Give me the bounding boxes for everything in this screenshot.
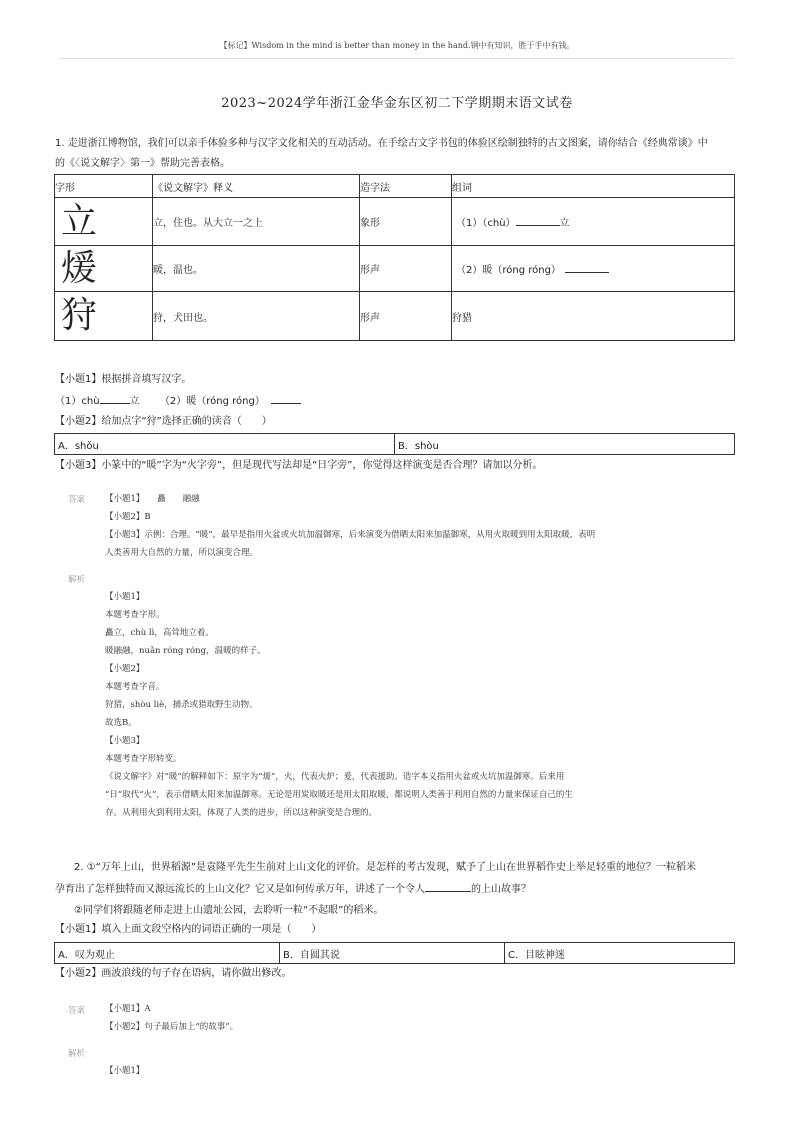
header-motto: 【标记】Wisdom in the mind is better than money in the hand.钢中有知识，胜于手中有钱。	[219, 41, 575, 50]
analysis-line: 本题考查字形。	[105, 610, 165, 620]
answer-line: 【小题1】 矗 融融	[105, 494, 200, 504]
vocab-table	[54, 174, 735, 341]
answer-label: 答案	[68, 1006, 86, 1016]
analysis-line: 【小题2】	[105, 664, 145, 674]
page-title: 2023~2024学年浙江金华金东区初二下学期期末语文试卷	[221, 96, 573, 111]
answer-line: 【小题2】B	[105, 512, 151, 522]
option-b[interactable]: B．自圆其说	[280, 943, 505, 964]
answer-blank	[565, 272, 609, 273]
word-suffix: 立	[559, 218, 570, 229]
method-cell: 形声	[360, 246, 452, 292]
col-header-glyph: 字形	[55, 175, 153, 198]
meaning-cell: 立，住也。从大立一之上	[153, 198, 360, 246]
q2-line1: 2. ①“万年上山，世界稻源”是袁隆平先生生前对上山文化的评价。是怎样的考古发现，赋予了上山在世界稻作史上举足轻重的地位？一粒稻米	[74, 862, 697, 873]
table-row	[55, 246, 735, 292]
q1-intro-line2: 的《〈说文解字〉第一》帮助完善表格。	[55, 158, 230, 169]
q2-answer-block	[105, 1000, 745, 1036]
q1-options-table	[54, 433, 735, 455]
analysis-line: 暖融融，nuǎn róng róng，温暖的样子。	[105, 646, 266, 656]
seal-glyph-nuan: 煖	[55, 246, 153, 292]
answer-blank	[425, 891, 471, 892]
option-b[interactable]: B．shòu	[395, 434, 735, 455]
method-cell: 形声	[360, 292, 452, 341]
answer-line: 【小题3】示例：合理。“暖”，最早是指用火盆或火坑加温御寒，后来演变为借晒太阳来加温御寒，从用火取暖到用太阳取暖，表明	[105, 530, 596, 540]
q2-sub2: 【小题2】画波浪线的句子存在语病，请你做出修改。	[55, 968, 292, 979]
table-row	[55, 292, 735, 341]
q1-sub1-blanks	[55, 395, 740, 409]
answer-blank	[100, 403, 130, 404]
word-prefix: （2）暖（róng róng）	[456, 265, 561, 276]
header-divider	[60, 58, 734, 59]
answer-blank	[271, 403, 301, 404]
analysis-line: 狩猎，shòu liè，捕杀或猎取野生动物。	[105, 700, 258, 710]
analysis-line: 故选B。	[105, 718, 137, 728]
word-prefix: （1）（chù）	[456, 218, 516, 229]
meaning-cell: 狩，犬田也。	[153, 292, 360, 341]
word-cell	[452, 198, 735, 246]
seal-glyph-shou: 狩	[55, 292, 153, 341]
analysis-line: 《说文解字》对“暖”的解释如下：原字为“煖”，火，代表火炉；爰，代表援助。造字本义指用火盆或火坑加温御寒。后来用	[105, 772, 565, 782]
analysis-line: 【小题1】	[105, 592, 145, 602]
q2-line2-prefix: 孕育出了怎样独特而又源远流长的上山文化？它又是如何传承万年，讲述了一个令人	[55, 884, 425, 895]
method-cell: 象形	[360, 198, 452, 246]
answer-line: 【小题1】A	[105, 1004, 151, 1014]
blank-a-prefix: （1）chù	[55, 396, 100, 407]
q2-line3: ②同学们将跟随老师走进上山遗址公园，去聆听一粒“不起眼”的稻米。	[74, 905, 384, 916]
q1-answer-block	[105, 490, 745, 562]
q2-line2-suffix: 的上山故事？	[471, 884, 531, 895]
col-header-meaning: 《说文解字》释义	[153, 175, 360, 198]
analysis-line: 本题考查字形转变。	[105, 754, 182, 764]
q2-sub1: 【小题1】填入上面文段空格内的词语正确的一项是（ ）	[55, 924, 322, 935]
blank-a-suffix: 立	[129, 396, 140, 407]
q1-sub2: 【小题2】给加点字“狩”选择正确的读音（ ）	[55, 416, 272, 427]
table-row	[55, 198, 735, 246]
analysis-line: 本题考查字音。	[105, 682, 165, 692]
analysis-line: 存。从利用火到利用太阳，体现了人类的进步，所以这种演变是合理的。	[105, 808, 378, 818]
q2-options-table	[54, 942, 735, 964]
col-header-words: 组词	[452, 175, 735, 198]
col-header-method: 造字法	[360, 175, 452, 198]
answer-line: 人类善用大自然的力量，所以演变合理。	[105, 548, 259, 558]
word-cell: 狩猎	[452, 292, 735, 341]
analysis-line: 【小题1】	[105, 1066, 145, 1076]
analysis-label: 解析	[68, 1049, 86, 1059]
blank-b-prefix: （2）暖（róng róng）	[159, 396, 265, 407]
seal-glyph-li: 立	[55, 198, 153, 246]
q1-intro-line1: 1. 走进浙江博物馆，我们可以亲手体验多种与汉字文化相关的互动活动。在手绘古文字书包的体验区绘制独特的古文图案，请你结合《经典常谈》中	[55, 138, 708, 149]
answer-label: 答案	[68, 495, 86, 505]
answer-line: 【小题2】句子最后加上“的故事”。	[105, 1022, 239, 1032]
q2-analysis-block	[105, 1062, 745, 1080]
q1-sub3: 【小题3】小篆中的“暖”字为“火字旁”，但是现代写法却是“日字旁”，你觉得这样演变是否合理？请加以分析。	[55, 460, 543, 471]
analysis-line: 【小题3】	[105, 736, 145, 746]
option-a[interactable]: A．shǒu	[55, 434, 395, 455]
word-cell	[452, 246, 735, 292]
answer-blank	[516, 225, 560, 226]
option-a[interactable]: A．叹为观止	[55, 943, 280, 964]
q1-sub1: 【小题1】根据拼音填写汉字。	[55, 374, 192, 385]
analysis-label: 解析	[68, 575, 86, 585]
analysis-line: “日”取代“火”，表示借晒太阳来加温御寒。无论是用炭取暖还是用太阳取暖，都说明人类善于利用自然的力量来保证自己的生	[105, 790, 573, 800]
q2-line2	[55, 883, 740, 897]
analysis-line: 矗立，chù lì，高耸地立着。	[105, 628, 214, 638]
q1-analysis-block	[105, 588, 745, 822]
option-c[interactable]: C．目眩神迷	[505, 943, 735, 964]
meaning-cell: 暖，温也。	[153, 246, 360, 292]
